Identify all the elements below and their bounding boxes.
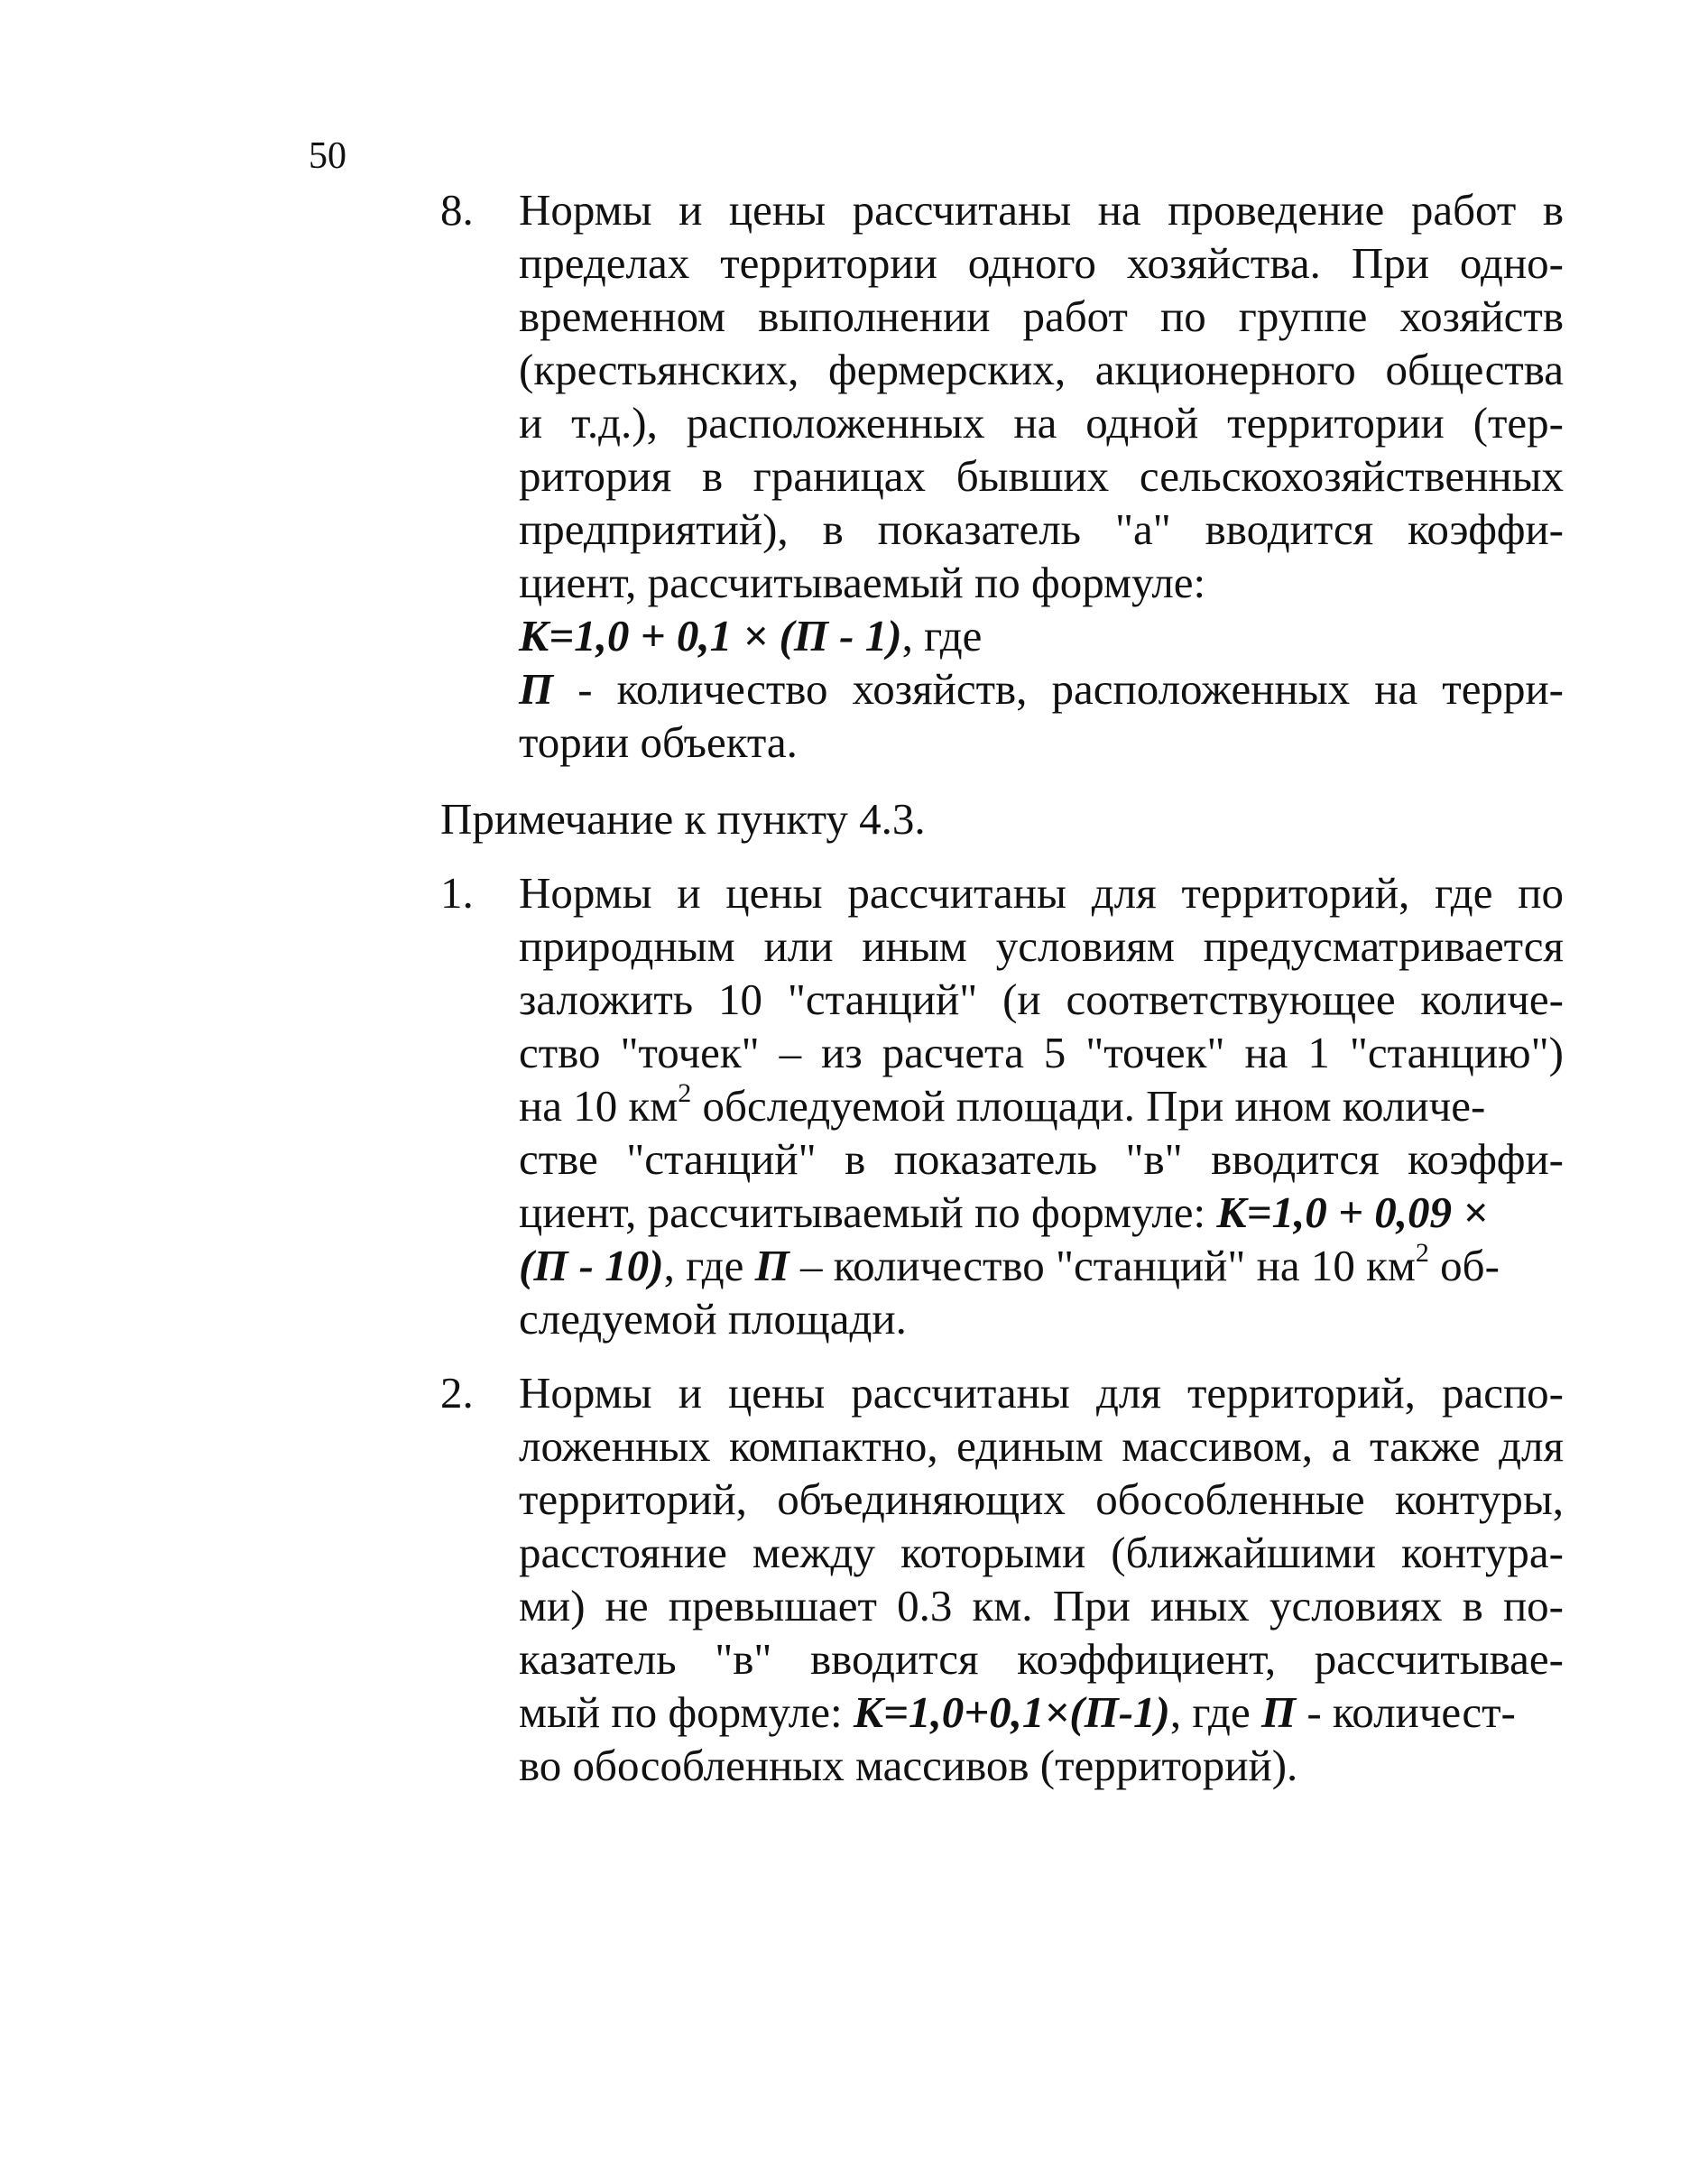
text-line: и т.д.), расположенных на одной территории (тер- <box>519 398 1564 448</box>
text-line: ложенных компактно, единым массивом, а также для <box>519 1421 1564 1471</box>
item-number: 8. <box>440 185 474 235</box>
note-title: Примечание к пункту 4.3. <box>440 794 926 844</box>
text-line: Нормы и цены рассчитаны на проведение работ в <box>519 185 1564 235</box>
text-line: циент, рассчитываемый по формуле: <box>519 558 1206 607</box>
text-line: Нормы и цены рассчитаны для территорий, распо- <box>519 1368 1564 1418</box>
definition-text: - количество хозяйств, расположенных на терри- <box>553 664 1564 714</box>
text-line: временном выполнении работ по группе хозяйств <box>519 291 1564 341</box>
item-8 <box>440 183 1564 769</box>
text-span: , где <box>1169 1687 1261 1737</box>
symbol: П <box>519 664 554 714</box>
text-line: тории объекта. <box>519 717 798 767</box>
symbol: П <box>1260 1687 1297 1737</box>
text-line: ритория в границах бывших сельскохозяйственных <box>519 451 1564 501</box>
text-line <box>519 1686 1564 1739</box>
text-line <box>519 1239 1564 1292</box>
note-item-1 <box>440 866 1564 1345</box>
text-span: на 10 км <box>519 1081 679 1131</box>
text-line: расстояние между которыми (ближайшими контура- <box>519 1528 1564 1577</box>
text-line: ство "точек" – из расчета 5 "точек" на 1 "станцию") <box>519 1028 1564 1077</box>
text-span: , где <box>663 1241 755 1290</box>
text-line: предприятий), в показатель "а" вводится коэффи- <box>519 504 1564 554</box>
item-number: 2. <box>440 1368 474 1418</box>
text-line <box>519 1186 1564 1239</box>
text-line: (крестьянских, фермерских, акционерного общества <box>519 345 1564 394</box>
formula: К=1,0+0,1×(П-1) <box>853 1687 1170 1737</box>
text-span: об- <box>1428 1241 1500 1290</box>
text-line: ми) не превышает 0.3 км. При иных условиях в по- <box>519 1581 1564 1630</box>
text-line: следуемой площади. <box>519 1294 907 1344</box>
text-line: заложить 10 "станций" (и соответствующее количе- <box>519 975 1564 1024</box>
text-span: – количество "станций" на 10 км <box>789 1241 1416 1290</box>
text-line: стве "станций" в показатель "в" вводится коэффи- <box>519 1134 1564 1184</box>
text-span: мый по формуле: <box>519 1687 854 1737</box>
text-line: Нормы и цены рассчитаны для территорий, где по <box>519 868 1564 918</box>
formula: К=1,0 + 0,09 × <box>1216 1187 1489 1237</box>
text-line: территорий, объединяющих обособленные контуры, <box>519 1474 1564 1524</box>
formula: (П - 10) <box>519 1241 664 1290</box>
superscript: 2 <box>1415 1237 1429 1268</box>
definition-line <box>519 662 1564 716</box>
text-line: казатель "в" вводится коэффициент, рассчитывае- <box>519 1634 1564 1684</box>
superscript: 2 <box>678 1077 692 1108</box>
text-line: пределах территории одного хозяйства. При одно- <box>519 238 1564 288</box>
text-line: природным или иным условиям предусматривается <box>519 921 1564 971</box>
symbol: П <box>754 1241 789 1290</box>
formula-suffix: , где <box>901 611 983 660</box>
formula-line <box>519 609 1564 662</box>
page-number: 50 <box>309 135 346 177</box>
note-item-2 <box>440 1366 1564 1792</box>
formula: К=1,0 + 0,1 × (П - 1) <box>519 611 902 660</box>
text-span: - количест- <box>1296 1687 1516 1737</box>
text-line: во обособленных массивов (территорий). <box>519 1741 1298 1790</box>
text-span: циент, рассчитываемый по формуле: <box>519 1187 1217 1237</box>
text-line <box>519 1079 1564 1132</box>
text-span: обследуемой площади. При ином количе- <box>691 1081 1486 1131</box>
item-number: 1. <box>440 868 474 918</box>
